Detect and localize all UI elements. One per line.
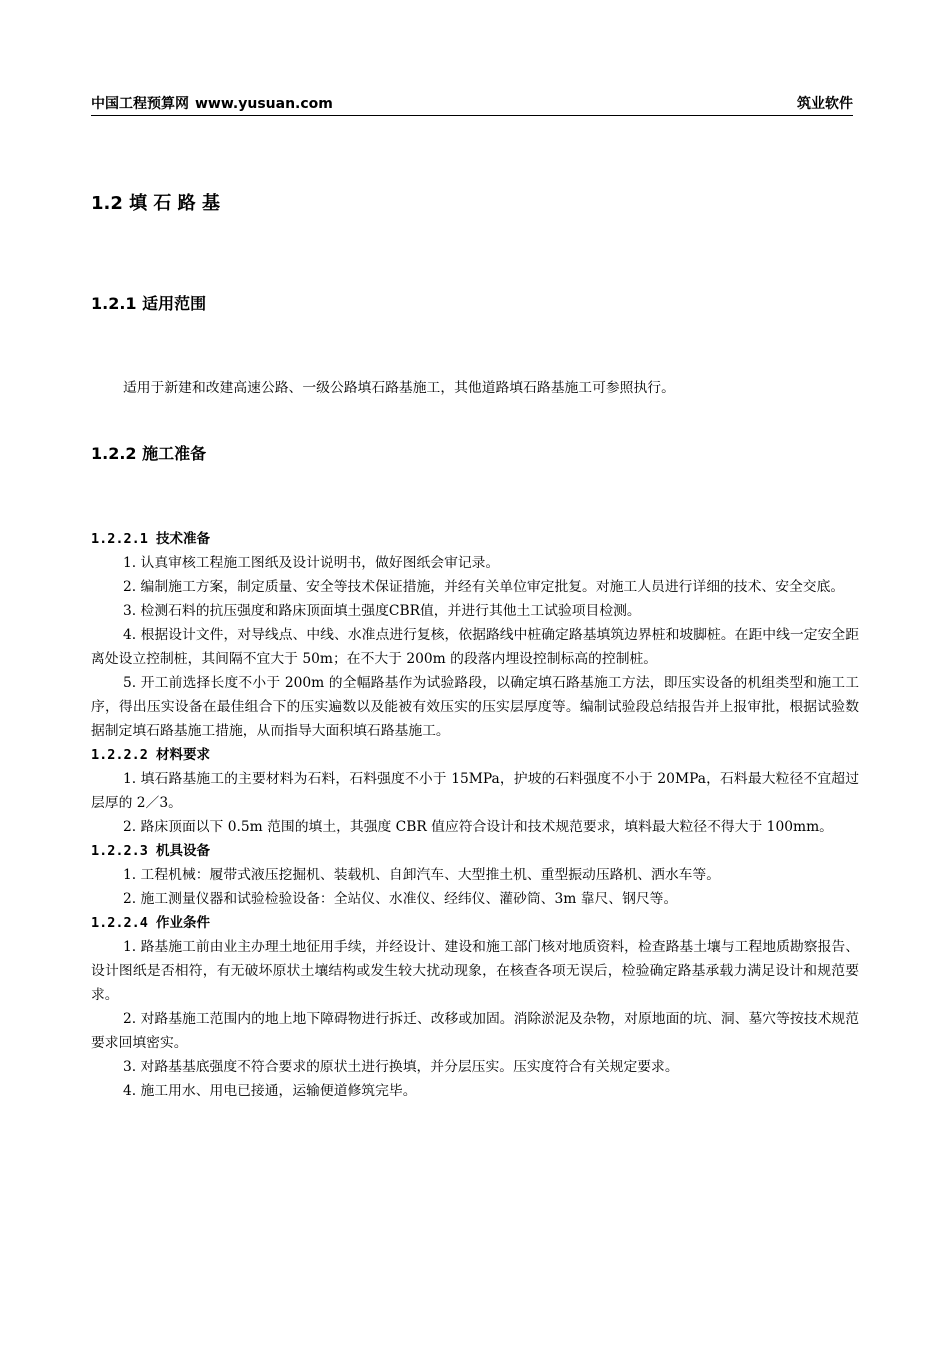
subsection-heading: 1.2.2.2 材料要求	[91, 747, 211, 763]
prep-content	[91, 527, 859, 1103]
subsection-technical	[91, 527, 859, 743]
list-item: 1. 填石路基施工的主要材料为石料，石料强度不小于 15MPa，护坡的石料强度不小于 20MPa，石料最大粒径不宜超过层厚的 2／3。	[91, 771, 859, 811]
subsection-heading: 1.2.2.4 作业条件	[91, 915, 211, 931]
subsection-materials	[91, 743, 859, 839]
list-item: 2. 编制施工方案，制定质量、安全等技术保证措施，并经有关单位审定批复。对施工人员进行详细的技术、安全交底。	[123, 579, 845, 595]
list-item: 4. 根据设计文件，对导线点、中线、水准点进行复核，依据路线中桩确定路基填筑边界桩和坡脚桩。在距中线一定安全距离处设立控制桩，其间隔不宜大于 50m；在不大于 200m 的段落内埋设控制标高的控制桩。	[91, 627, 859, 667]
list-item: 1. 路基施工前由业主办理土地征用手续，并经设计、建设和施工部门核对地质资料，检查路基土壤与工程地质勘察报告、设计图纸是否相符，有无破坏原状土壤结构或发生较大扰动现象，在核查各项无误后，检验确定路基承载力满足设计和规范要求。	[91, 939, 859, 1003]
list-item: 3. 检测石料的抗压强度和路床顶面填土强度CBR值，并进行其他土工试验项目检测。	[123, 603, 641, 619]
list-item: 3. 对路基基底强度不符合要求的原状土进行换填，并分层压实。压实度符合有关规定要求。	[123, 1059, 679, 1075]
header-right-text: 筑业软件	[797, 96, 853, 112]
page-header	[91, 93, 853, 116]
list-item: 4. 施工用水、用电已接通，运输便道修筑完毕。	[123, 1083, 417, 1099]
list-item: 2. 路床顶面以下 0.5m 范围的填土，其强度 CBR 值应符合设计和技术规范要求，填料最大粒径不得大于 100mm。	[123, 819, 833, 835]
page-title: 1.2 填 石 路 基	[91, 193, 220, 214]
list-item: 1. 认真审核工程施工图纸及设计说明书，做好图纸会审记录。	[123, 555, 500, 571]
subsection-equipment	[91, 839, 859, 911]
header-left	[91, 93, 333, 113]
header-site-name: 中国工程预算网	[91, 96, 189, 112]
section-heading-prep: 1.2.2 施工准备	[91, 444, 207, 463]
header-url[interactable]: www.yusuan.com	[195, 96, 333, 112]
section-heading-scope: 1.2.1 适用范围	[91, 294, 207, 313]
scope-paragraph: 适用于新建和改建高速公路、一级公路填石路基施工，其他道路填石路基施工可参照执行。	[123, 380, 675, 396]
list-item: 5. 开工前选择长度不小于 200m 的全幅路基作为试验路段，以确定填石路基施工方法，即压实设备的机组类型和施工工序，得出压实设备在最佳组合下的压实遍数以及能被有效压实的压实层厚度等。编制试验段总结报告并上报审批，根据试验数据制定填石路基施工措施，从而指导大面积填石路基施工。	[91, 675, 860, 739]
subsection-conditions	[91, 911, 859, 1103]
list-item: 1. 工程机械：履带式液压挖掘机、装载机、自卸汽车、大型推土机、重型振动压路机、洒水车等。	[123, 867, 721, 883]
subsection-heading: 1.2.2.3 机具设备	[91, 843, 211, 859]
list-item: 2. 施工测量仪器和试验检验设备：全站仪、水准仪、经纬仪、灌砂筒、3m 靠尺、钢尺等。	[123, 891, 678, 907]
list-item: 2. 对路基施工范围内的地上地下障碍物进行拆迁、改移或加固。消除淤泥及杂物，对原地面的坑、洞、墓穴等按技术规范要求回填密实。	[91, 1011, 859, 1051]
subsection-heading: 1.2.2.1 技术准备	[91, 531, 211, 547]
